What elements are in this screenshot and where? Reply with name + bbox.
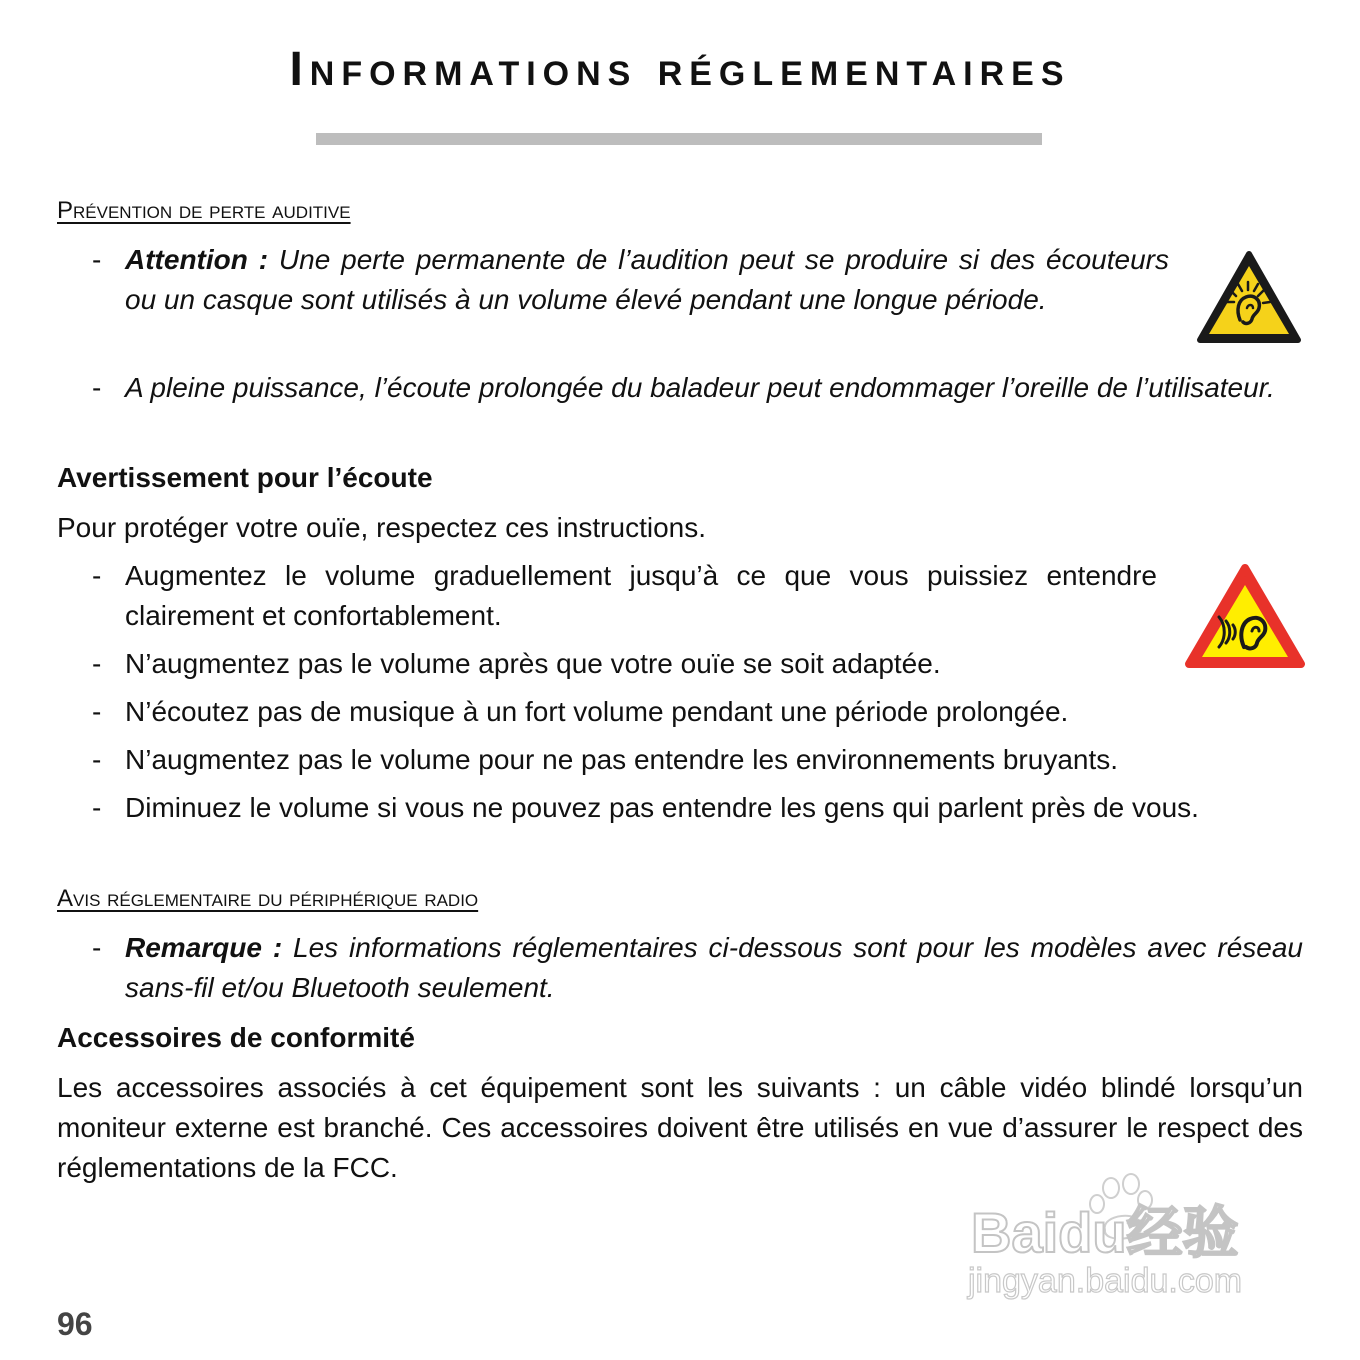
item-text: Les informations réglementaires ci-dessous sont pour les modèles avec réseau sans-fil et/ou Bluetooth seulement. (125, 932, 1303, 1003)
bullet-dash: - (92, 372, 102, 403)
item-text: Une perte permanente de l’audition peut se produire si des écouteurs ou un casque sont utilisés à un volume élevé pendant une longue période. (125, 244, 1169, 315)
bullet-dash: - (92, 244, 102, 275)
section-heading-radio-notice: Avis réglementaire du périphérique radio (57, 885, 479, 912)
page-number: 96 (57, 1306, 93, 1342)
bullet-dash: - (92, 744, 102, 775)
bullet-dash: - (92, 560, 102, 591)
title-underline-bar (316, 133, 1042, 145)
bullet-dash: - (92, 932, 102, 963)
list-item (125, 240, 1169, 320)
list-item: N’augmentez pas le volume après que votre ouïe se soit adaptée. (125, 648, 941, 679)
subheading-compliance-accessories: Accessoires de conformité (57, 1022, 415, 1053)
watermark-brand: Baidu经验 (971, 1201, 1239, 1264)
subheading-listening-warning: Avertissement pour l’écoute (57, 462, 433, 493)
list-item (125, 928, 1303, 1008)
item-lead: Remarque : (125, 932, 283, 963)
list-item: N’augmentez pas le volume pour ne pas entendre les environnements bruyants. (125, 744, 1119, 775)
bullet-dash: - (92, 696, 102, 727)
section-heading-hearing-loss: Prévention de perte auditive (57, 197, 351, 224)
list-item: Diminuez le volume si vous ne pouvez pas entendre les gens qui parlent près de vous. (125, 792, 1199, 823)
watermark-url: jingyan.baidu.com (968, 1262, 1243, 1300)
list-item: N’écoutez pas de musique à un fort volume pendant une période prolongée. (125, 696, 1069, 727)
intro-paragraph: Pour protéger votre ouïe, respectez ces instructions. (57, 512, 706, 543)
bullet-dash: - (92, 648, 102, 679)
compliance-paragraph: Les accessoires associés à cet équipement sont les suivants : un câble vidéo blindé lorsqu’un moniteur externe est branché. Ces accessoires doivent être utilisés en vue d’assurer le respect des réglementations de la FCC. (57, 1072, 1303, 1183)
page-title: Informations réglementaires (289, 43, 1071, 96)
list-item: A pleine puissance, l’écoute prolongée du baladeur peut endommager l’oreille de l’utilisateur. (125, 372, 1275, 403)
loud-sound-ear-warning-icon (1184, 563, 1306, 671)
bullet-dash: - (92, 792, 102, 823)
item-lead: Attention : (125, 244, 269, 275)
list-item: Augmentez le volume graduellement jusqu’à ce que vous puissiez entendre clairement et confortablement. (125, 560, 1157, 631)
hearing-warning-icon (1196, 250, 1302, 344)
